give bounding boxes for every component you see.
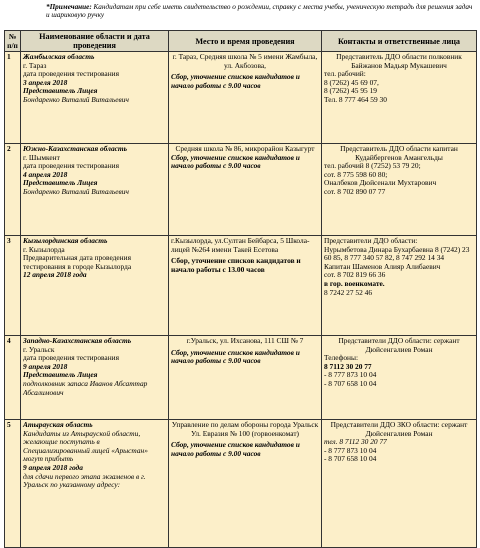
test-date: 4 апреля 2018 xyxy=(23,169,68,179)
row-number: 2 xyxy=(5,144,21,236)
note-text: Кандидатам при себе иметь свидетельство о рождении, справку с места учебы, ученическую тетрадь для решения задач и шариковую ручку xyxy=(46,3,473,20)
place-time: Сбор, уточнение списков кандидатов и начало работы с 9.00 часов xyxy=(171,440,300,458)
place-cell xyxy=(169,144,322,236)
region-city: г. Кызылорда xyxy=(23,244,65,254)
contact-line: Представитель ДДО области полковник Байжанов Мадьяр Мукашевич xyxy=(336,52,462,70)
place-time: Сбор, уточнение списков кандидатов и начало работы с 13.00 часов xyxy=(171,256,301,274)
contact-line: Представители ДДО области: сержант Дюйсенгалиев Роман xyxy=(338,336,460,354)
contact-line: сот. 8 702 819 66 36 xyxy=(324,270,386,280)
contact-line: тел. рабочий 8 (7252) 53 79 20; xyxy=(324,161,421,171)
row-number: 1 xyxy=(5,52,21,144)
table-row xyxy=(5,52,477,144)
rep-label: Представитель Лицея xyxy=(23,86,98,96)
table-row xyxy=(5,144,477,236)
contact-line: - 8 777 873 10 04 xyxy=(324,445,377,455)
region-city: г. Шымкент xyxy=(23,152,60,162)
header-num: № п/п xyxy=(5,31,21,52)
region-name: Кызылординская область xyxy=(23,236,108,245)
contact-line: - 8 777 873 10 04 xyxy=(324,370,377,380)
contacts-cell xyxy=(322,420,477,548)
place-cell xyxy=(169,236,322,336)
place-cell xyxy=(169,420,322,548)
region-cell xyxy=(21,236,169,336)
header-region: Наименование области и дата проведения xyxy=(21,31,169,52)
region-city: г. Тараз xyxy=(23,60,47,70)
test-date: 9 апреля 2018 года xyxy=(23,462,83,472)
contact-line: Представители ДДО области: xyxy=(324,236,418,245)
contact-line: 8 (7262) 45 95 19 xyxy=(324,86,377,96)
contact-line: Капитан Шаменов Алияр Алибаевич xyxy=(324,261,441,271)
contact-line: тел. 8 7112 30 20 77 xyxy=(324,437,387,447)
place-address: г.Кызылорда, ул.Султан Бейбарса, 5 Школа-лицей №264 имени Такей Есетова xyxy=(171,236,310,254)
contact-line: Телефоны: xyxy=(324,353,359,363)
note-label: *Примечание: xyxy=(46,3,92,11)
region-name: Южно-Казахстанская область xyxy=(23,144,128,153)
test-date: 9 апреля 2018 xyxy=(23,361,68,371)
contact-line: в гор. военкомате. xyxy=(324,278,385,288)
place-address: Управление по делам обороны города Уральск Ул. Евразия № 100 (горвоенкомат) xyxy=(171,420,319,438)
rep-label: Представитель Лицея xyxy=(23,178,98,188)
contacts-cell xyxy=(322,336,477,420)
place-time: Сбор, уточнение списков кандидатов и начало работы с 9.00 часов xyxy=(171,72,300,90)
region-cell xyxy=(21,336,169,420)
place-time: Сбор, уточнение списков кандидатов и начало работы с 9.00 часов xyxy=(171,347,300,366)
contact-line: Представитель ДДО области капитан Кудайбергенов Амангельды xyxy=(340,144,458,162)
region-city: г. Уральск xyxy=(23,344,55,354)
schedule-table xyxy=(4,30,477,548)
contact-line: - 8 707 658 10 04 xyxy=(324,454,377,464)
row-number: 4 xyxy=(5,336,21,420)
contact-line: 8 (7262) 45 69 07, xyxy=(324,77,379,87)
date-label: дата проведения тестирования xyxy=(23,161,120,171)
contacts-cell xyxy=(322,52,477,144)
header-place: Место и время проведения xyxy=(169,31,322,52)
header-contacts: Контакты и ответственные лица xyxy=(322,31,477,52)
place-address: г.Уральск, ул. Ихсанова, 111 СШ № 7 xyxy=(186,336,304,345)
place-address: Средняя школа № 86, микрорайон Казыгурт xyxy=(175,144,315,153)
header-row xyxy=(5,31,477,52)
contacts-cell xyxy=(322,236,477,336)
test-date: 12 апреля 2018 года xyxy=(23,270,87,280)
place-address: г. Тараз, Средняя школа № 5 имени Жамбыла, ул. Акбозова, xyxy=(172,52,318,70)
contact-line: 8 7112 30 20 77 xyxy=(324,361,372,371)
table-row xyxy=(5,236,477,336)
contact-line: сот. 8 775 598 60 80; xyxy=(324,169,388,179)
date-label: Предварительная дата проведения тестирования в городе Кызылорда xyxy=(23,253,132,271)
region-text: Кандидаты из Атырауской области, желающие поступать в Специализированный лицей «Арыстан» могут прибыть xyxy=(23,428,148,464)
rep-name: подполковник запаса Иванов Абсаттар Абсалимович xyxy=(23,378,148,397)
place-time: Сбор, уточнение списков кандидатов и начало работы с 9.00 часов xyxy=(171,152,300,171)
contact-line: сот. 8 702 890 07 77 xyxy=(324,186,386,196)
contact-line: Тел. 8 777 464 59 30 xyxy=(324,94,387,104)
contact-line: - 8 707 658 10 04 xyxy=(324,378,377,388)
contacts-cell xyxy=(322,144,477,236)
test-date: 3 апреля 2018 xyxy=(23,77,68,87)
rep-label: Представитель Лицея xyxy=(23,370,98,380)
rep-name: Бондаренко Виталий Витальевич xyxy=(23,94,129,104)
row-number: 3 xyxy=(5,236,21,336)
row-number: 5 xyxy=(5,420,21,548)
note xyxy=(0,0,480,30)
contact-line: Нурымбетова Динара Бухарбаевна 8 (7242) 23 60 85, 8 777 340 57 82, 8 747 292 14 34 xyxy=(324,244,470,263)
contact-line: Представители ДДО ЗКО области: сержант Дюйсенгалиев Роман xyxy=(330,420,468,438)
date-label: дата проведения тестирования xyxy=(23,69,120,79)
table-row xyxy=(5,336,477,420)
rep-name: Бондаренко Виталий Витальевич xyxy=(23,186,129,196)
date-label: дата проведения тестирования xyxy=(23,353,120,363)
region-cell xyxy=(21,52,169,144)
region-tail: для сдачи первого этапа экзаменов в г. Уральск по указанному адресу: xyxy=(23,471,146,490)
place-cell xyxy=(169,336,322,420)
region-name: Атырауская область xyxy=(23,420,93,429)
contact-line: 8 7242 27 52 46 xyxy=(324,287,373,297)
contact-line: тел. рабочий: xyxy=(324,69,366,79)
region-name: Западно-Казахстанская область xyxy=(23,336,132,345)
region-name: Жамбылская область xyxy=(23,52,95,61)
region-cell xyxy=(21,144,169,236)
place-cell xyxy=(169,52,322,144)
region-cell xyxy=(21,420,169,548)
contact-line: Оналбеков Дюйсенали Мухтарович xyxy=(324,178,437,188)
table-row xyxy=(5,420,477,548)
